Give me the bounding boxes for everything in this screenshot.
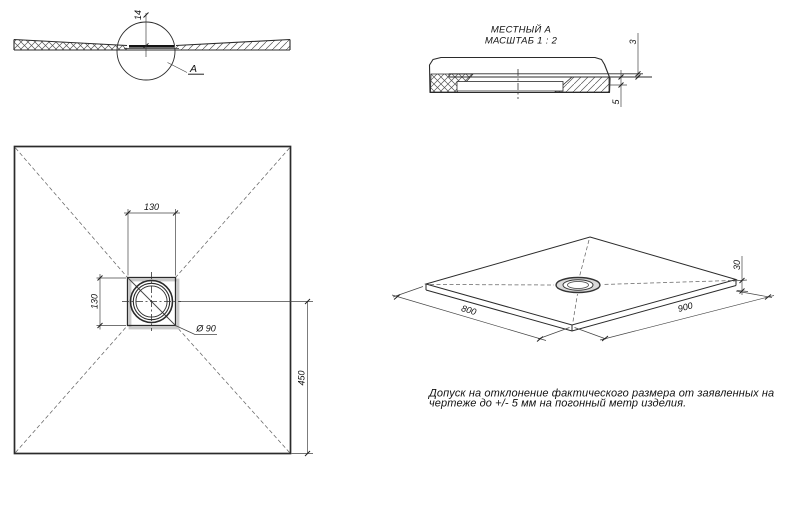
- diameter-leader: [176, 326, 196, 335]
- dim-900-label: 900: [676, 300, 694, 314]
- iso-slope-line: [580, 240, 590, 277]
- dim-14-label: 14: [133, 9, 143, 21]
- plan-view: [15, 147, 314, 457]
- tolerance-note: [427, 388, 774, 410]
- detail-drain-recess: [457, 82, 563, 92]
- dim-3-label: 3: [628, 39, 638, 45]
- drain-diameter-label: Ø 90: [196, 323, 216, 334]
- detail-view: [430, 24, 653, 108]
- dim-130-height-label: 130: [89, 293, 100, 310]
- iso-slope-line: [573, 294, 578, 322]
- callout-leader: [168, 63, 188, 73]
- slope-diagonal: [176, 148, 290, 278]
- detail-scale: МАСШТАБ 1 : 2: [484, 35, 558, 47]
- slope-diagonal: [176, 323, 290, 453]
- dim-ext: [393, 287, 423, 298]
- iso-slope-line: [430, 285, 554, 286]
- dim-ext: [575, 328, 607, 340]
- tolerance-note-line2: чертеже до +/- 5 мм на погонный метр изделия.: [429, 397, 687, 410]
- dim-130-width-label: 130: [143, 202, 160, 212]
- dim-450-label: 450: [296, 370, 307, 386]
- tolerance-note-line1: Допуск на отклонение фактического размера от заявленных на: [429, 387, 775, 400]
- dim-800-label: 800: [460, 303, 478, 318]
- detail-title: МЕСТНЫЙ А: [490, 24, 552, 36]
- iso-view: [392, 237, 774, 342]
- section-view: [14, 10, 290, 80]
- dim-30-label: 30: [732, 259, 742, 271]
- callout-a-label: A: [190, 63, 198, 75]
- iso-drain-inner: [568, 281, 589, 288]
- slope-diagonal: [16, 326, 128, 453]
- dim-5-label: 5: [611, 99, 621, 105]
- iso-slope-line: [602, 281, 732, 285]
- slope-diagonal: [16, 148, 128, 278]
